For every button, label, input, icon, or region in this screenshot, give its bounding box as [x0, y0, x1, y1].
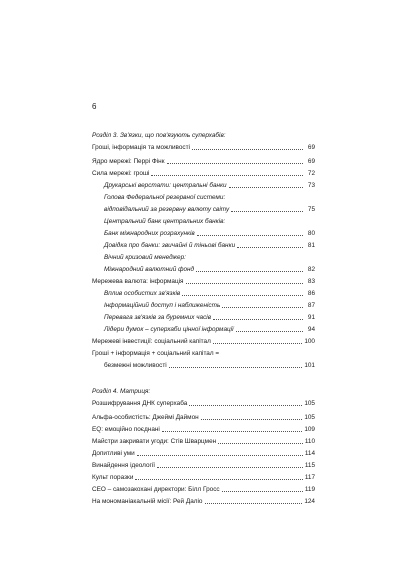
dot-leader — [231, 211, 303, 212]
toc-entry-title: Вічний кризовий менеджер: — [104, 254, 186, 261]
toc-entry-title: Розділ 4. Матриця: — [92, 388, 151, 395]
toc-entry — [92, 238, 315, 250]
toc-entry-page: 91 — [307, 314, 315, 321]
toc-entry-title: Розшифрування ДНК суперхаба — [92, 400, 188, 407]
toc-entry-page: 86 — [307, 290, 315, 297]
toc-entry-page: 100 — [304, 338, 315, 345]
toc-entry-page: 115 — [304, 462, 315, 469]
dot-leader — [213, 343, 303, 344]
dot-leader — [213, 319, 303, 320]
toc-entry-title: безмежні можливості — [104, 362, 167, 369]
dot-leader — [135, 479, 302, 480]
toc-entry-page: 87 — [307, 302, 315, 309]
toc-entry-page: 83 — [307, 278, 315, 285]
toc-entry — [92, 494, 315, 506]
toc-entry — [92, 166, 315, 178]
toc-entry-title: Міжнародний валютний фонд — [104, 266, 195, 273]
toc-entry-page: 110 — [304, 438, 315, 445]
toc-entry — [92, 396, 315, 408]
toc-entry-page: 105 — [304, 400, 315, 407]
toc-entry-page: 72 — [307, 170, 315, 177]
toc-entry — [92, 358, 315, 370]
toc-entry — [92, 310, 315, 322]
toc-entry-title: Друкарські верстати: центральні банки — [104, 182, 227, 189]
toc-entry-page: 109 — [304, 426, 315, 433]
toc-entry-title: На мономаніакальній місії: Рей Даліо — [92, 498, 203, 505]
toc-entry — [92, 446, 315, 458]
toc-entry — [92, 470, 315, 482]
dot-leader — [237, 247, 303, 248]
toc-entry-title: Майстри закривати угоди: Стів Шварцмен — [92, 438, 217, 445]
dot-leader — [222, 307, 303, 308]
toc-entry-title: Голова Федеральної резервної системи: — [104, 194, 226, 201]
toc-entry — [92, 322, 315, 334]
toc-entry — [92, 262, 315, 274]
dot-leader — [182, 295, 303, 296]
dot-leader — [205, 503, 303, 504]
toc-entry-title: Вплив особистих зв'язків — [104, 290, 181, 297]
toc-entry — [92, 410, 315, 422]
dot-leader — [167, 163, 303, 164]
table-of-contents — [92, 128, 315, 506]
toc-entry-title: Культ поразки — [92, 474, 134, 481]
toc-entry — [92, 286, 315, 298]
toc-entry-page: 101 — [304, 362, 315, 369]
toc-entry-title: Винайдення ідеології — [92, 462, 156, 469]
toc-entry-title: відповідальний за резервну валюту світу — [104, 206, 230, 213]
toc-entry-page: 105 — [304, 414, 315, 421]
dot-leader — [151, 175, 303, 176]
toc-entry — [92, 346, 315, 358]
toc-entry-page: 82 — [307, 266, 315, 273]
toc-entry-title: Допитливі уми — [92, 450, 135, 457]
toc-entry — [92, 422, 315, 434]
toc-entry-title: Перевага зв'язків за буремних часів — [104, 314, 212, 321]
toc-entry-page: 81 — [307, 242, 315, 249]
dot-leader — [218, 443, 303, 444]
toc-entry-title: Центральний банк центральних банків: — [104, 218, 226, 225]
toc-entry — [92, 274, 315, 286]
toc-entry-title: Інформаційний доступ і наближеність — [104, 302, 221, 309]
dot-leader — [222, 491, 303, 492]
dot-leader — [197, 235, 303, 236]
toc-entry — [92, 384, 315, 396]
toc-entry-title: Мережева валюта: інформація — [92, 278, 184, 285]
toc-entry — [92, 154, 315, 166]
toc-entry-title: Гроші, інформація та можливості — [92, 144, 190, 151]
toc-entry-title: CEO – самозакохані директори: Білл Гросс — [92, 486, 220, 493]
dot-leader — [229, 187, 303, 188]
toc-entry-title: Сила мережі: гроші — [92, 170, 150, 177]
toc-entry-page: 75 — [307, 206, 315, 213]
dot-leader — [196, 271, 303, 272]
toc-entry-title: Мережеві інвестиції: соціальний капітал — [92, 338, 211, 345]
dot-leader — [162, 431, 302, 432]
toc-entry — [92, 140, 315, 152]
dot-leader — [189, 405, 302, 406]
toc-entry-title: Альфа-особистість: Джеймі Даймон — [92, 414, 199, 421]
toc-entry-page: 94 — [307, 326, 315, 333]
toc-entry-page: 69 — [307, 144, 315, 151]
toc-entry-page: 73 — [307, 182, 315, 189]
dot-leader — [236, 331, 304, 332]
toc-entry-title: Розділ 3. Зв'язки, що пов'язують суперхабів: — [92, 132, 226, 139]
toc-entry — [92, 334, 315, 346]
toc-entry — [92, 128, 315, 140]
dot-leader — [201, 419, 303, 420]
dot-leader — [137, 455, 303, 456]
toc-entry — [92, 226, 315, 238]
toc-entry-page: 124 — [304, 498, 315, 505]
toc-entry — [92, 214, 315, 226]
toc-entry — [92, 202, 315, 214]
toc-entry — [92, 178, 315, 190]
dot-leader — [192, 149, 303, 150]
toc-entry — [92, 250, 315, 262]
toc-entry — [92, 434, 315, 446]
toc-entry — [92, 190, 315, 202]
toc-entry-title: EQ: емоційно поєднані — [92, 426, 160, 433]
dot-leader — [157, 467, 303, 468]
toc-entry — [92, 458, 315, 470]
toc-entry — [92, 298, 315, 310]
page-number: 6 — [92, 102, 97, 111]
toc-entry-page: 80 — [307, 230, 315, 237]
dot-leader — [169, 367, 303, 368]
toc-entry-title: Банк міжнародних розрахунків — [104, 230, 195, 237]
toc-entry-title: Довідка про банки: звичайні й тіньові банки — [104, 242, 236, 249]
toc-entry-title: Лідери думок – суперхаби цінної інформації — [104, 326, 234, 333]
dot-leader — [186, 283, 304, 284]
toc-entry-page: 114 — [304, 450, 315, 457]
toc-entry-page: 119 — [304, 486, 315, 493]
toc-entry-title: Гроші + інформація + соціальний капітал = — [92, 350, 220, 357]
toc-entry-page: 117 — [304, 474, 315, 481]
toc-entry-page: 69 — [307, 158, 315, 165]
toc-entry — [92, 482, 315, 494]
toc-entry-title: Ядро мережі: Перрі Фінк — [92, 158, 165, 165]
